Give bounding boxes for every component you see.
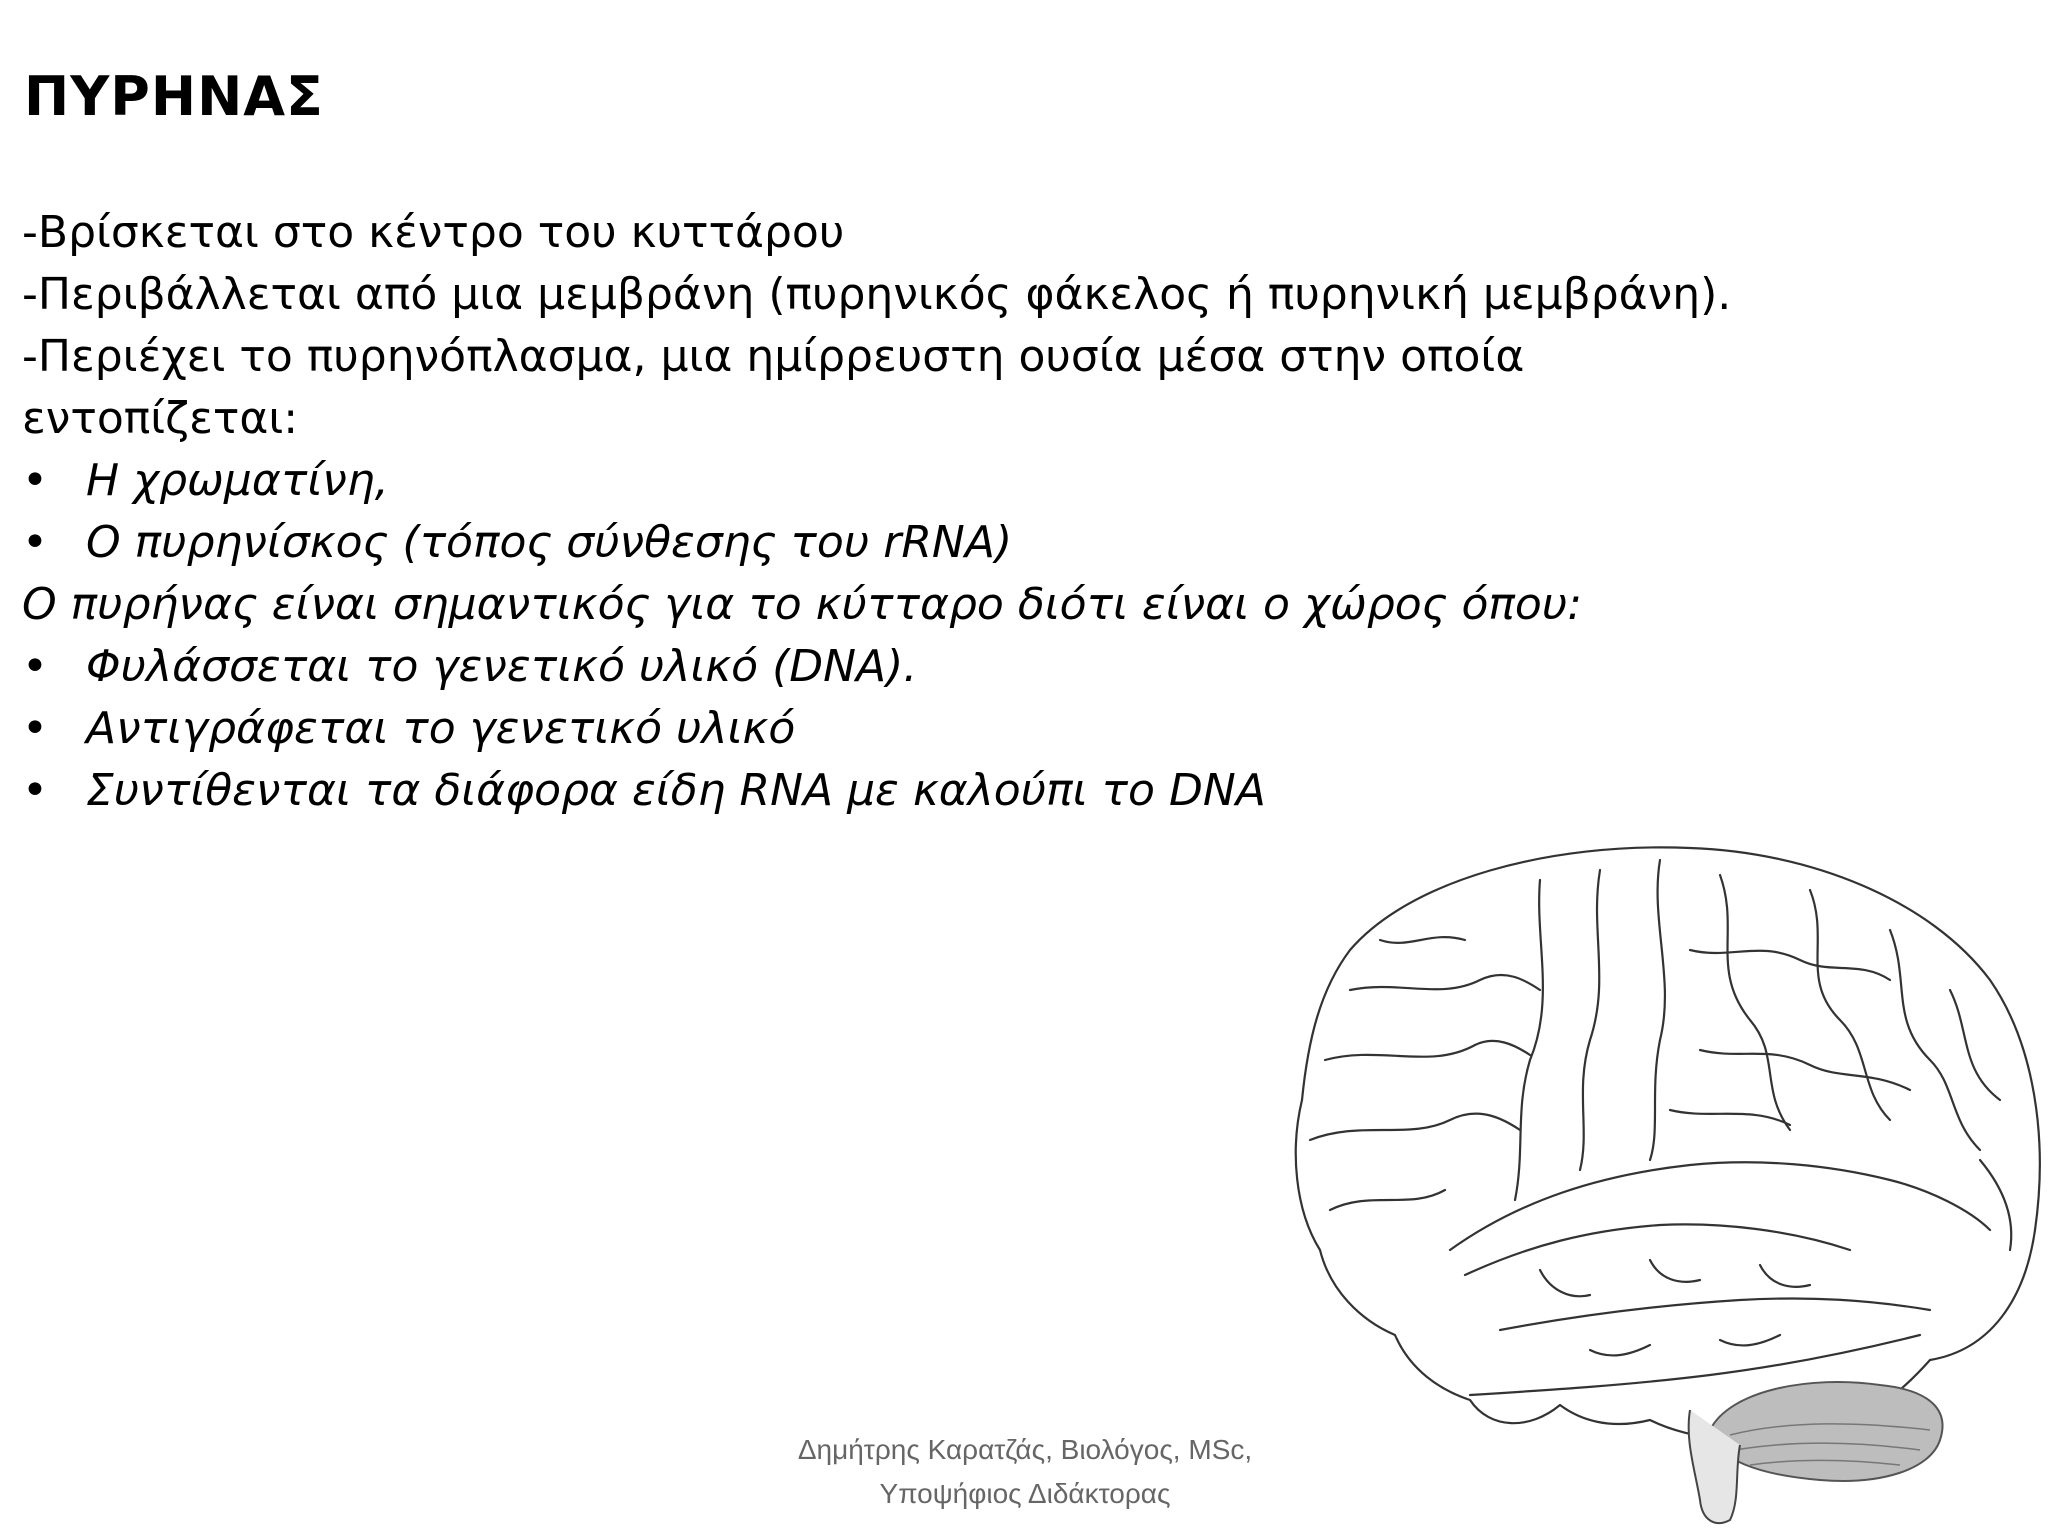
bullet-text: Η χρωματίνη, bbox=[86, 455, 389, 506]
text-line-location: -Βρίσκεται στο κέντρο του κυττάρου bbox=[22, 207, 845, 258]
footer-line: Δημήτρης Καρατζάς, Βιολόγος, MSc, bbox=[797, 1434, 1253, 1465]
footer-author bbox=[735, 1428, 1315, 1516]
text-line-membrane: -Περιβάλλεται από μια μεμβράνη (πυρηνικός φάκελος ή πυρηνική μεμβράνη). bbox=[22, 269, 1732, 320]
list-item bbox=[22, 512, 1902, 574]
bullet-icon: • bbox=[22, 703, 48, 754]
bullet-text: Φυλάσσεται το γενετικό υλικό (DNA). bbox=[86, 641, 918, 692]
list-item bbox=[22, 450, 1902, 512]
bullet-text: Ο πυρηνίσκος (τόπος σύνθεσης του rRNA) bbox=[86, 517, 1013, 568]
bullet-text: Αντιγράφεται το γενετικό υλικό bbox=[86, 703, 796, 754]
text-line-importance: Ο πυρήνας είναι σημαντικός για το κύτταρο διότι είναι ο χώρος όπου: bbox=[22, 579, 1583, 630]
list-item bbox=[22, 636, 1902, 698]
list-item bbox=[22, 760, 1902, 822]
bullet-icon: • bbox=[22, 517, 48, 568]
cerebellum-shape bbox=[1710, 1382, 1943, 1481]
text-line-nucleoplasm: -Περιέχει το πυρηνόπλασμα, μια ημίρρευστη ουσία μέσα στην οποία bbox=[22, 331, 1525, 382]
bullet-icon: • bbox=[22, 765, 48, 816]
slide-title: ΠΥΡΗΝΑΣ bbox=[24, 65, 324, 128]
list-item bbox=[22, 698, 1902, 760]
bullet-text: Συντίθενται τα διάφορα είδη RNA με καλούπι το DNA bbox=[86, 765, 1266, 816]
brain-icon bbox=[1290, 830, 2048, 1530]
text-line-contains: εντοπίζεται: bbox=[22, 393, 299, 444]
bullet-icon: • bbox=[22, 455, 48, 506]
bullet-icon: • bbox=[22, 641, 48, 692]
footer-line: Υποψήφιος Διδάκτορας bbox=[879, 1478, 1171, 1509]
slide-body bbox=[22, 202, 1902, 822]
